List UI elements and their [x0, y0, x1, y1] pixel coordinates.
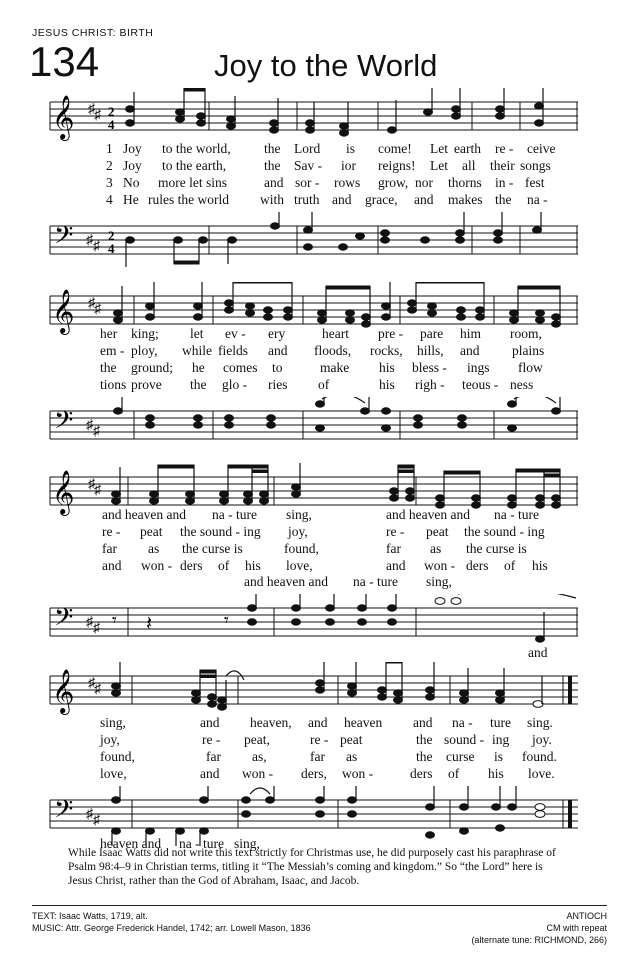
lyric-line: 1 Joy to the world, the Lord is come! Let earth re - ceive	[106, 141, 556, 156]
svg-text:♯: ♯	[94, 682, 101, 697]
lyric-line-bass: heaven and na - ture sing,	[100, 836, 260, 851]
svg-text:♯: ♯	[93, 813, 100, 828]
svg-text:♯: ♯	[86, 418, 93, 433]
lyric-line: 4 He rules the world with truth and grace, and makes the na -	[106, 192, 548, 207]
svg-text:♯: ♯	[86, 807, 93, 822]
lyric-line: the ground; he comes to make his bless - ings flow	[100, 360, 543, 375]
lyric-line: re - peat the sound - ing joy, re - peat the sound - ing	[102, 524, 545, 539]
lyric-line-men: and heaven and na - ture sing,	[244, 574, 452, 589]
treble-clef-icon: 𝄞	[52, 472, 75, 514]
treble-staff-1	[0, 88, 640, 148]
hymn-title: Joy to the World	[214, 48, 438, 83]
lyric-line: found, far as, far as the curse is found.	[100, 749, 557, 764]
text-credit: TEXT: Isaac Watts, 1719, alt.	[32, 911, 148, 921]
svg-text:♯: ♯	[88, 676, 95, 691]
svg-text:2: 2	[108, 228, 115, 243]
bass-clef-icon: 𝄢	[54, 222, 74, 255]
svg-text:𝄾: 𝄾	[224, 610, 229, 630]
tune-name: ANTIOCH	[566, 911, 607, 921]
svg-text:♯: ♯	[94, 302, 101, 317]
lyric-line: her king; let ev - ery heart pre - pare him room,	[100, 326, 542, 341]
svg-text:♯: ♯	[88, 477, 95, 492]
svg-text:4: 4	[108, 117, 115, 132]
svg-text:4: 4	[108, 241, 115, 256]
treble-clef-icon: 𝄞	[52, 97, 75, 139]
lyric-line: love, and won - ders, won - ders of his love.	[100, 766, 555, 781]
bass-clef-icon: 𝄢	[54, 407, 74, 440]
lyric-line: 3 No more let sins and sor - rows grow, nor thorns in - fest	[106, 175, 545, 190]
tune-info	[471, 910, 607, 946]
svg-text:♯: ♯	[88, 102, 95, 117]
music-credit: MUSIC: Attr. George Frederick Handel, 1742; arr. Lowell Mason, 1836	[32, 923, 311, 933]
bass-clef-icon: 𝄢	[54, 604, 74, 637]
svg-text:♯: ♯	[88, 296, 95, 311]
lyric-line-bass: and	[528, 645, 548, 660]
meter: CM with repeat	[546, 923, 607, 933]
divider	[32, 905, 607, 906]
treble-clef-icon: 𝄞	[52, 291, 75, 333]
svg-text:♯: ♯	[93, 424, 100, 439]
lyric-line: far as the curse is found, far as the curse is	[102, 541, 527, 556]
svg-text:𝄾: 𝄾	[112, 610, 117, 630]
treble-clef-icon: 𝄞	[52, 671, 75, 713]
lyric-line: 2 Joy to the earth, the Sav - ior reigns! Let all their songs	[106, 158, 551, 173]
alternate-tune: (alternate tune: RICHMOND, 266)	[471, 935, 607, 945]
svg-text:♯: ♯	[86, 615, 93, 630]
lyric-line: tions prove the glo - ries of his righ - teous - ness	[100, 377, 534, 392]
svg-text:𝄽: 𝄽	[146, 613, 153, 635]
svg-text:♯: ♯	[86, 233, 93, 248]
bass-staff-1	[0, 212, 640, 272]
bass-clef-icon: 𝄢	[54, 796, 74, 829]
section-heading: JESUS CHRIST: BIRTH	[32, 27, 154, 39]
hymn-note: While Isaac Watts did not write this text strictly for Christmas use, he did purposely cast his paraphrase of Psalm 98:4–9 in Christian terms, titling it “The Messiah’s coming and kingdom.” So “the Lord” here is Jesus Christ, rather than the God of Abraham, Isaac, and Jacob.	[68, 847, 556, 887]
lyric-line: and heaven and na - ture sing, and heaven and na - ture	[102, 507, 539, 522]
lyric-line: joy, re - peat, re - peat the sound - ing joy.	[100, 732, 552, 747]
credits	[32, 910, 311, 934]
svg-text:♯: ♯	[94, 483, 101, 498]
treble-staff-4	[0, 662, 640, 722]
lyric-line: em - ploy, while fields and floods, rocks, hills, and plains	[100, 343, 545, 358]
svg-text:♯: ♯	[93, 239, 100, 254]
lyric-line: sing, and heaven, and heaven and na - ture sing.	[100, 715, 553, 730]
svg-text:♯: ♯	[93, 621, 100, 636]
lyric-line: and won - ders of his love, and won - ders of his	[102, 558, 548, 573]
svg-text:♯: ♯	[94, 108, 101, 123]
bass-staff-2	[0, 397, 640, 457]
hymn-number: 134	[29, 38, 100, 85]
svg-text:2: 2	[108, 104, 115, 119]
